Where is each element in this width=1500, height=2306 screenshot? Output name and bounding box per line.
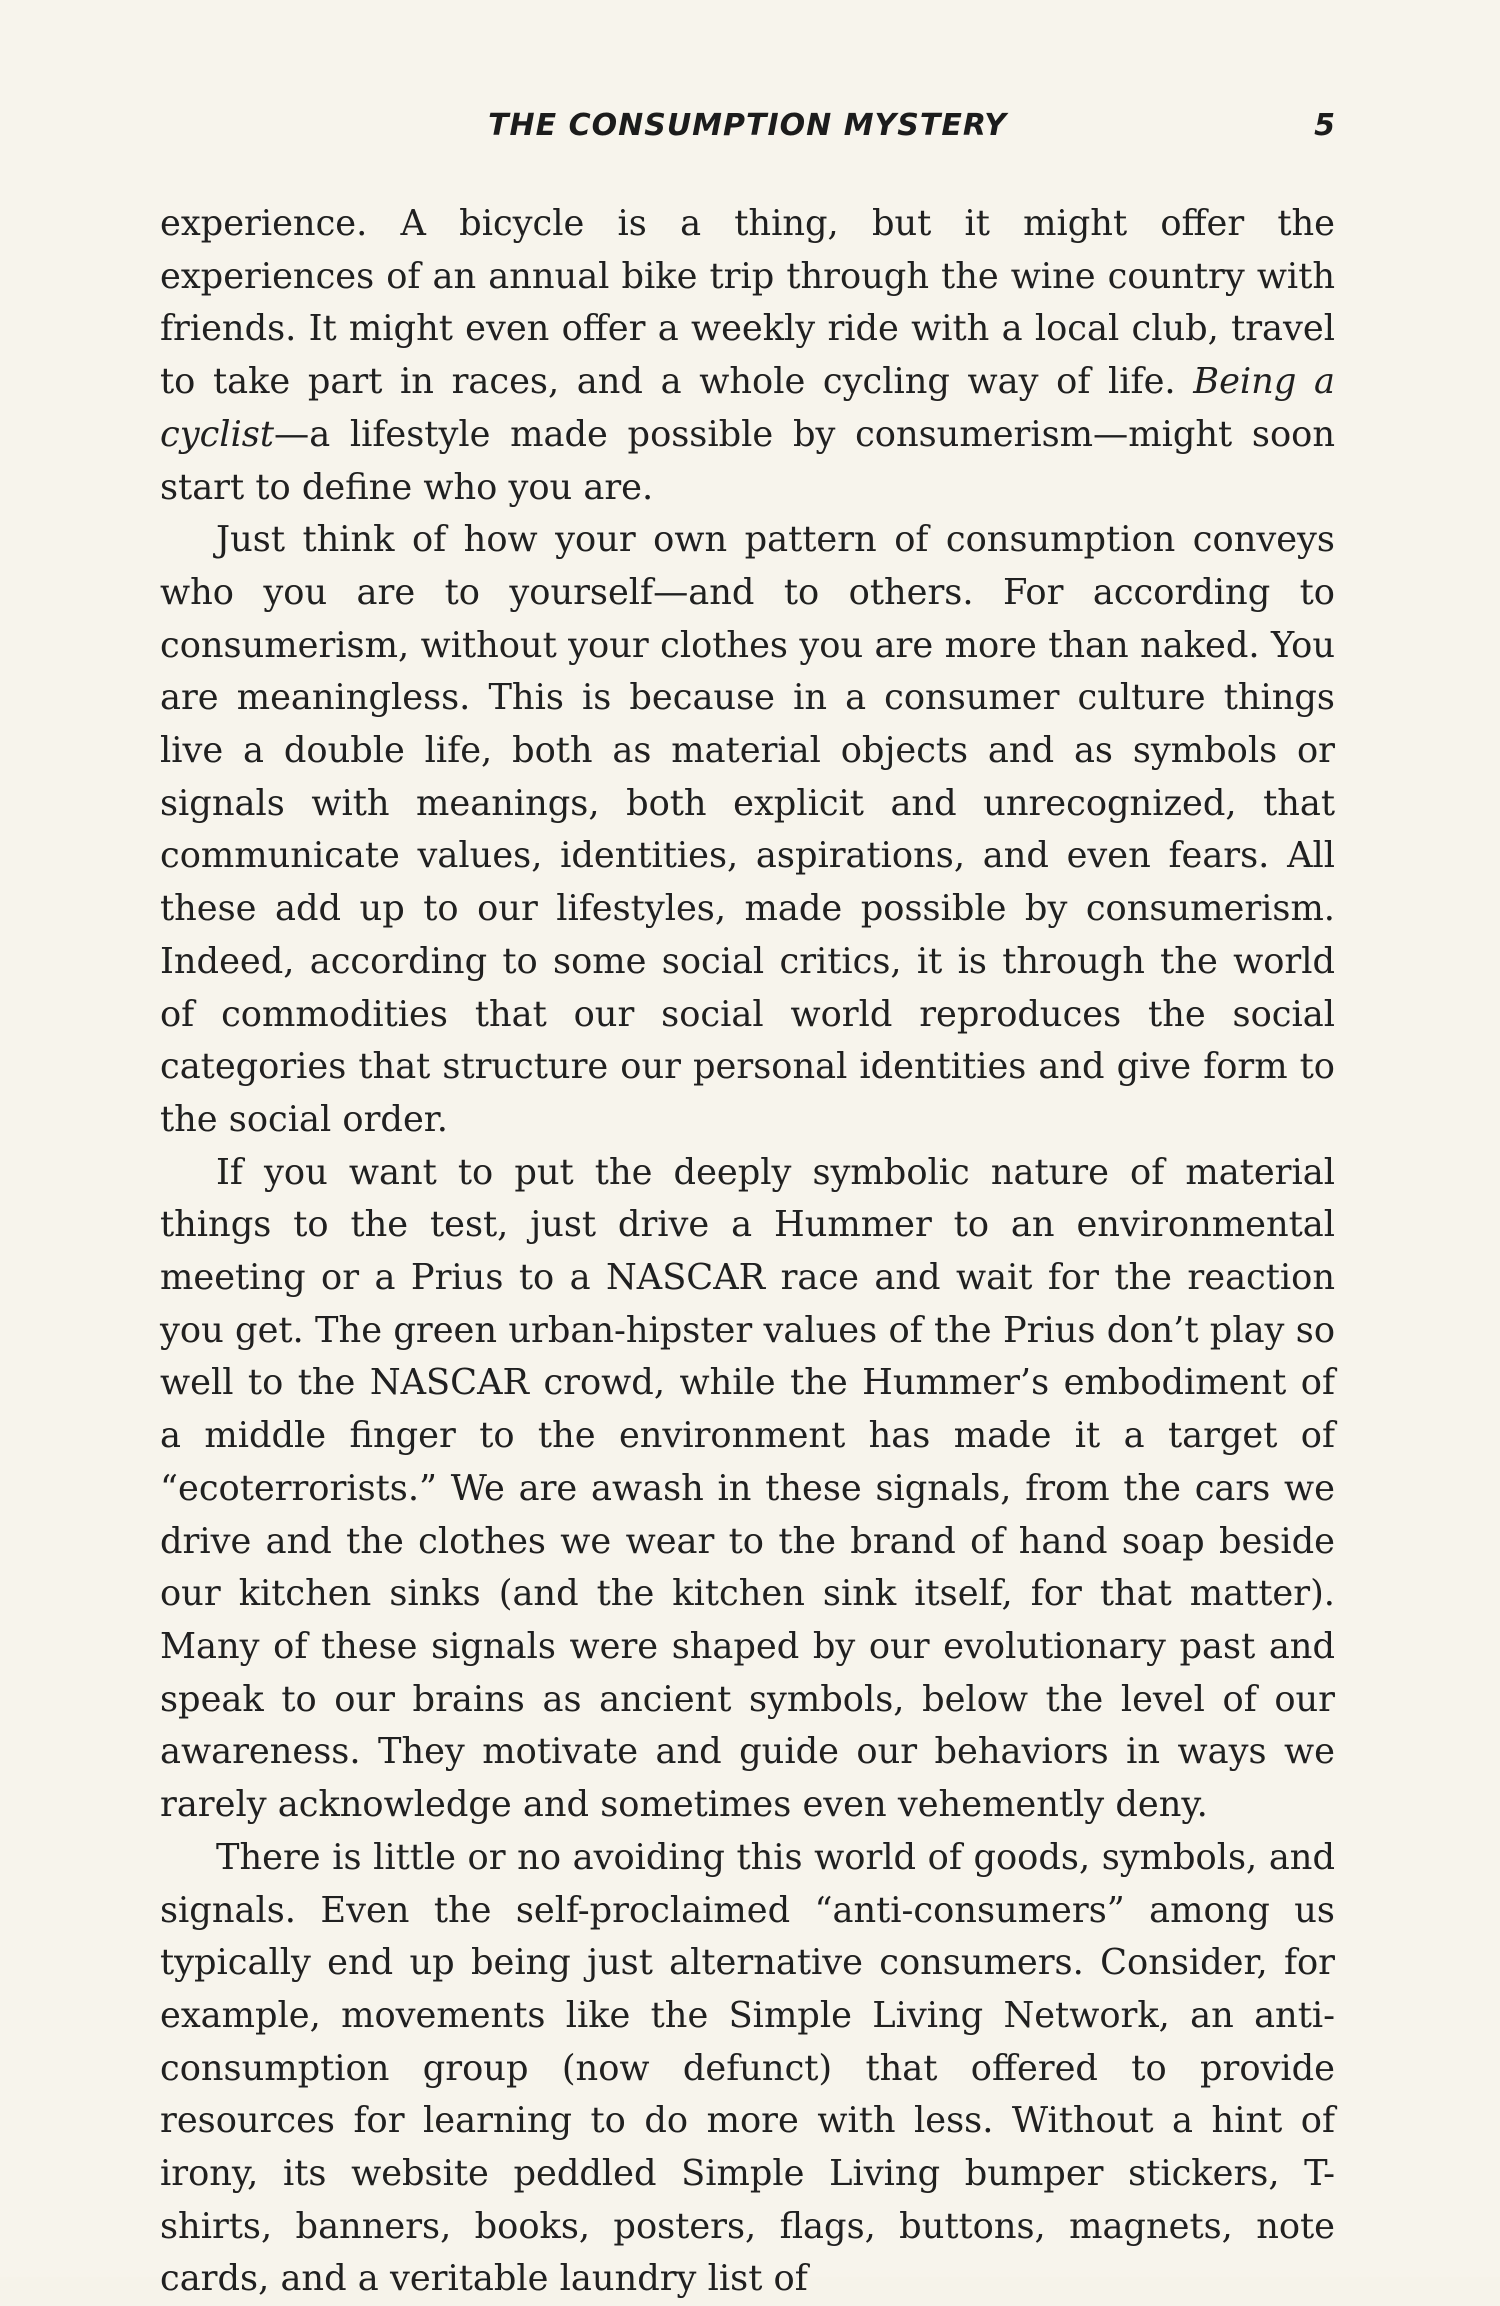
paragraph-2: Just think of how your own pattern of consumption conveys who you are to yourself—and to others. For according to consumerism, without your clothes you are more than naked. You are meaningless. This is because in a consumer culture things live a double life, both as material objects and as symbols or signals with meanings, both explicit and unrecognized, that communicate values, identities, aspirations, and even fears. All these add up to our lifestyles, made possible by consumerism. Indeed, according to some social critics, it is through the world of commodities that our social world reproduces the social categories that structure our personal identities and give form to the social order.	[160, 519, 1335, 1140]
paragraph-1-text-end: —a lifestyle made possible by consumerism—might soon start to define who you are.	[160, 413, 1335, 508]
paragraph-4: There is little or no avoiding this world of goods, symbols, and signals. Even the self-proclaimed “anti-consumers” among us typically end up being just alternative consumers. Consider, for example, movements like the Simple Living Network, an anti-consumption group (now defunct) that offered to provide resources for learning to do more with less. Without a hint of irony, its website peddled Simple Living bumper stickers, T-shirts, banners, books, posters, flags, buttons, magnets, note cards, and a veritable laundry list of	[160, 1836, 1335, 2300]
paragraph-1	[160, 198, 1335, 514]
running-head	[160, 108, 1335, 152]
paragraph-1-text-start: experience. A bicycle is a thing, but it might offer the experiences of an annual bike trip through the wine country with friends. It might even offer a weekly ride with a local club, travel to take part in races, and a whole cycling way of life.	[160, 203, 1335, 403]
running-title: THE CONSUMPTION MYSTERY	[488, 108, 1007, 143]
body-text	[160, 198, 1335, 2306]
page-number: 5	[1314, 108, 1335, 143]
paragraph-3: If you want to put the deeply symbolic nature of material things to the test, just drive a Hummer to an environmental meeting or a Prius to a NASCAR race and wait for the reaction you get. The green urban-hipster values of the Prius don’t play so well to the NASCAR crowd, while the Hummer’s embodiment of a middle finger to the environment has made it a target of “ecoterrorists.” We are awash in these signals, from the cars we drive and the clothes we wear to the brand of hand soap beside our kitchen sinks (and the kitchen sink itself, for that matter). Many of these signals were shaped by our evolutionary past and speak to our brains as ancient symbols, below the level of our awareness. They motivate and guide our behaviors in ways we rarely acknowledge and sometimes even vehemently deny.	[160, 1151, 1335, 1826]
paragraph-1-italic-phrase: Being a cyclist	[160, 361, 1335, 455]
